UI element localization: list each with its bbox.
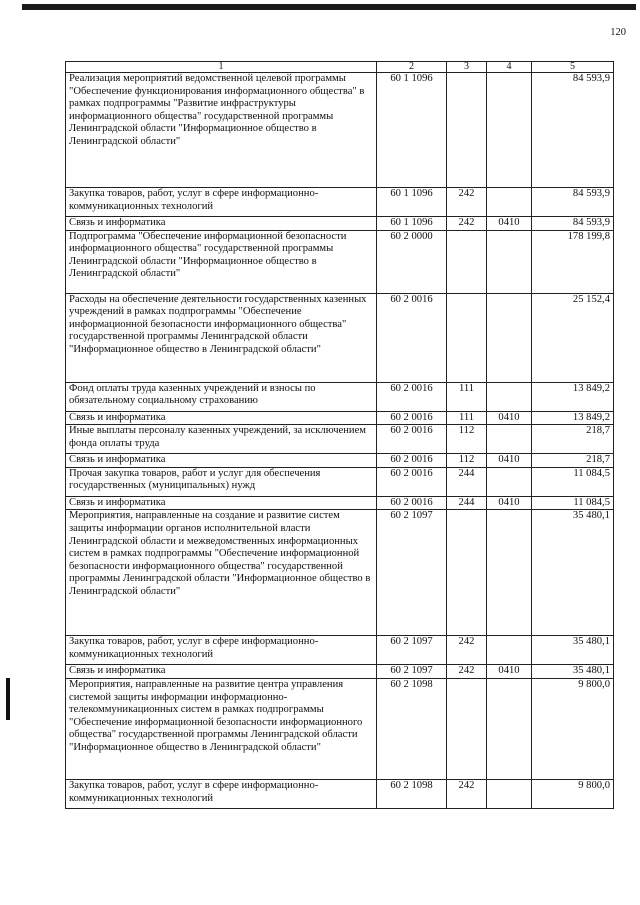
row-name: Фонд оплаты труда казенных учреждений и взносы по обязательному социальному страхованию bbox=[66, 382, 377, 411]
row-section-code: 0410 bbox=[487, 496, 532, 510]
row-target-code: 60 2 0016 bbox=[377, 293, 447, 382]
row-target-code: 60 2 0016 bbox=[377, 454, 447, 468]
row-amount: 35 480,1 bbox=[532, 636, 614, 665]
row-target-code: 60 2 1097 bbox=[377, 510, 447, 636]
table-row bbox=[66, 382, 614, 411]
row-name: Закупка товаров, работ, услуг в сфере информационно-коммуникационных технологий bbox=[66, 636, 377, 665]
column-header-4: 4 bbox=[487, 62, 532, 73]
row-name: Мероприятия, направленные на развитие центра управления системой защиты информации информационно-телекоммуникационных систем в рамках подпрограммы "Обеспечение информационной безопасности информационного общества" государственной программы Ленинградской области "Информационное общество в Ленинградской области" bbox=[66, 678, 377, 779]
row-amount: 218,7 bbox=[532, 454, 614, 468]
row-amount: 84 593,9 bbox=[532, 188, 614, 217]
row-target-code: 60 2 0016 bbox=[377, 496, 447, 510]
row-expense-type: 244 bbox=[447, 496, 487, 510]
budget-table bbox=[65, 61, 614, 809]
row-expense-type bbox=[447, 73, 487, 188]
table-row bbox=[66, 293, 614, 382]
row-section-code bbox=[487, 636, 532, 665]
row-expense-type: 111 bbox=[447, 411, 487, 425]
row-target-code: 60 2 0016 bbox=[377, 425, 447, 454]
row-amount: 218,7 bbox=[532, 425, 614, 454]
row-expense-type: 244 bbox=[447, 467, 487, 496]
row-expense-type: 242 bbox=[447, 779, 487, 808]
column-header-2: 2 bbox=[377, 62, 447, 73]
row-amount: 178 199,8 bbox=[532, 230, 614, 293]
row-expense-type bbox=[447, 293, 487, 382]
row-target-code: 60 2 0016 bbox=[377, 467, 447, 496]
column-header-1: 1 bbox=[66, 62, 377, 73]
header-row bbox=[66, 62, 614, 73]
row-section-code bbox=[487, 779, 532, 808]
row-name: Подпрограмма "Обеспечение информационной безопасности информационного общества" государственной программы Ленинградской области "Информационное общество в Ленинградской области" bbox=[66, 230, 377, 293]
row-name: Мероприятия, направленные на создание и развитие систем защиты информации органов исполнительной власти Ленинградской области и межведомственных информационных систем в рамках подпрограммы "Обеспечение информационной безопасности информационного общества" государственной программы Ленинградской области "Информационное общество в Ленинградской области" bbox=[66, 510, 377, 636]
row-section-code bbox=[487, 425, 532, 454]
row-target-code: 60 2 0016 bbox=[377, 411, 447, 425]
row-expense-type: 111 bbox=[447, 382, 487, 411]
row-target-code: 60 2 0000 bbox=[377, 230, 447, 293]
row-section-code: 0410 bbox=[487, 411, 532, 425]
row-section-code: 0410 bbox=[487, 665, 532, 679]
table-row bbox=[66, 510, 614, 636]
row-target-code: 60 1 1096 bbox=[377, 188, 447, 217]
row-section-code bbox=[487, 230, 532, 293]
row-expense-type: 112 bbox=[447, 425, 487, 454]
row-section-code bbox=[487, 73, 532, 188]
page-number: 120 bbox=[610, 27, 626, 38]
row-amount: 9 800,0 bbox=[532, 779, 614, 808]
row-name: Прочая закупка товаров, работ и услуг для обеспечения государственных (муниципальных) нужд bbox=[66, 467, 377, 496]
table-row bbox=[66, 411, 614, 425]
row-target-code: 60 2 1098 bbox=[377, 779, 447, 808]
row-section-code bbox=[487, 188, 532, 217]
row-target-code: 60 2 1097 bbox=[377, 636, 447, 665]
table-row bbox=[66, 496, 614, 510]
row-amount: 84 593,9 bbox=[532, 73, 614, 188]
top-scan-border bbox=[22, 4, 636, 10]
row-name: Закупка товаров, работ, услуг в сфере информационно-коммуникационных технологий bbox=[66, 188, 377, 217]
row-section-code: 0410 bbox=[487, 454, 532, 468]
table-row bbox=[66, 636, 614, 665]
row-section-code bbox=[487, 293, 532, 382]
row-amount: 11 084,5 bbox=[532, 467, 614, 496]
table-row bbox=[66, 425, 614, 454]
row-name: Связь и информатика bbox=[66, 411, 377, 425]
row-name: Расходы на обеспечение деятельности государственных казенных учреждений в рамках подпрограммы "Обеспечение информационной безопасности информационного общества" государственной программы Ленинградской области "Информационное общество в Ленинградской области" bbox=[66, 293, 377, 382]
table-row bbox=[66, 779, 614, 808]
table-row bbox=[66, 678, 614, 779]
row-expense-type: 242 bbox=[447, 636, 487, 665]
row-target-code: 60 2 1097 bbox=[377, 665, 447, 679]
table-row bbox=[66, 230, 614, 293]
row-amount: 84 593,9 bbox=[532, 217, 614, 231]
row-target-code: 60 1 1096 bbox=[377, 217, 447, 231]
row-name: Реализация мероприятий ведомственной целевой программы "Обеспечение функционирования информационного общества" в рамках подпрограммы "Развитие инфраструктуры информационного общества" государственной программы Ленинградской области "Информационное общество в Ленинградской области" bbox=[66, 73, 377, 188]
row-amount: 13 849,2 bbox=[532, 382, 614, 411]
row-target-code: 60 2 0016 bbox=[377, 382, 447, 411]
row-name: Связь и информатика bbox=[66, 665, 377, 679]
column-header-3: 3 bbox=[447, 62, 487, 73]
row-section-code bbox=[487, 678, 532, 779]
row-amount: 35 480,1 bbox=[532, 510, 614, 636]
row-target-code: 60 1 1096 bbox=[377, 73, 447, 188]
row-expense-type: 242 bbox=[447, 665, 487, 679]
table-row bbox=[66, 188, 614, 217]
row-name: Связь и информатика bbox=[66, 496, 377, 510]
column-header-5: 5 bbox=[532, 62, 614, 73]
row-section-code bbox=[487, 510, 532, 636]
table-row bbox=[66, 467, 614, 496]
table-row bbox=[66, 454, 614, 468]
table-row bbox=[66, 73, 614, 188]
scan-margin-mark bbox=[6, 678, 10, 720]
row-section-code: 0410 bbox=[487, 217, 532, 231]
row-name: Иные выплаты персоналу казенных учреждений, за исключением фонда оплаты труда bbox=[66, 425, 377, 454]
row-name: Связь и информатика bbox=[66, 454, 377, 468]
row-section-code bbox=[487, 467, 532, 496]
row-name: Закупка товаров, работ, услуг в сфере информационно-коммуникационных технологий bbox=[66, 779, 377, 808]
row-expense-type bbox=[447, 510, 487, 636]
row-expense-type bbox=[447, 230, 487, 293]
row-expense-type bbox=[447, 678, 487, 779]
row-amount: 25 152,4 bbox=[532, 293, 614, 382]
table-row bbox=[66, 217, 614, 231]
row-expense-type: 242 bbox=[447, 188, 487, 217]
row-section-code bbox=[487, 382, 532, 411]
row-expense-type: 112 bbox=[447, 454, 487, 468]
row-amount: 11 084,5 bbox=[532, 496, 614, 510]
table-row bbox=[66, 665, 614, 679]
row-amount: 9 800,0 bbox=[532, 678, 614, 779]
row-amount: 35 480,1 bbox=[532, 665, 614, 679]
row-amount: 13 849,2 bbox=[532, 411, 614, 425]
row-name: Связь и информатика bbox=[66, 217, 377, 231]
row-target-code: 60 2 1098 bbox=[377, 678, 447, 779]
row-expense-type: 242 bbox=[447, 217, 487, 231]
